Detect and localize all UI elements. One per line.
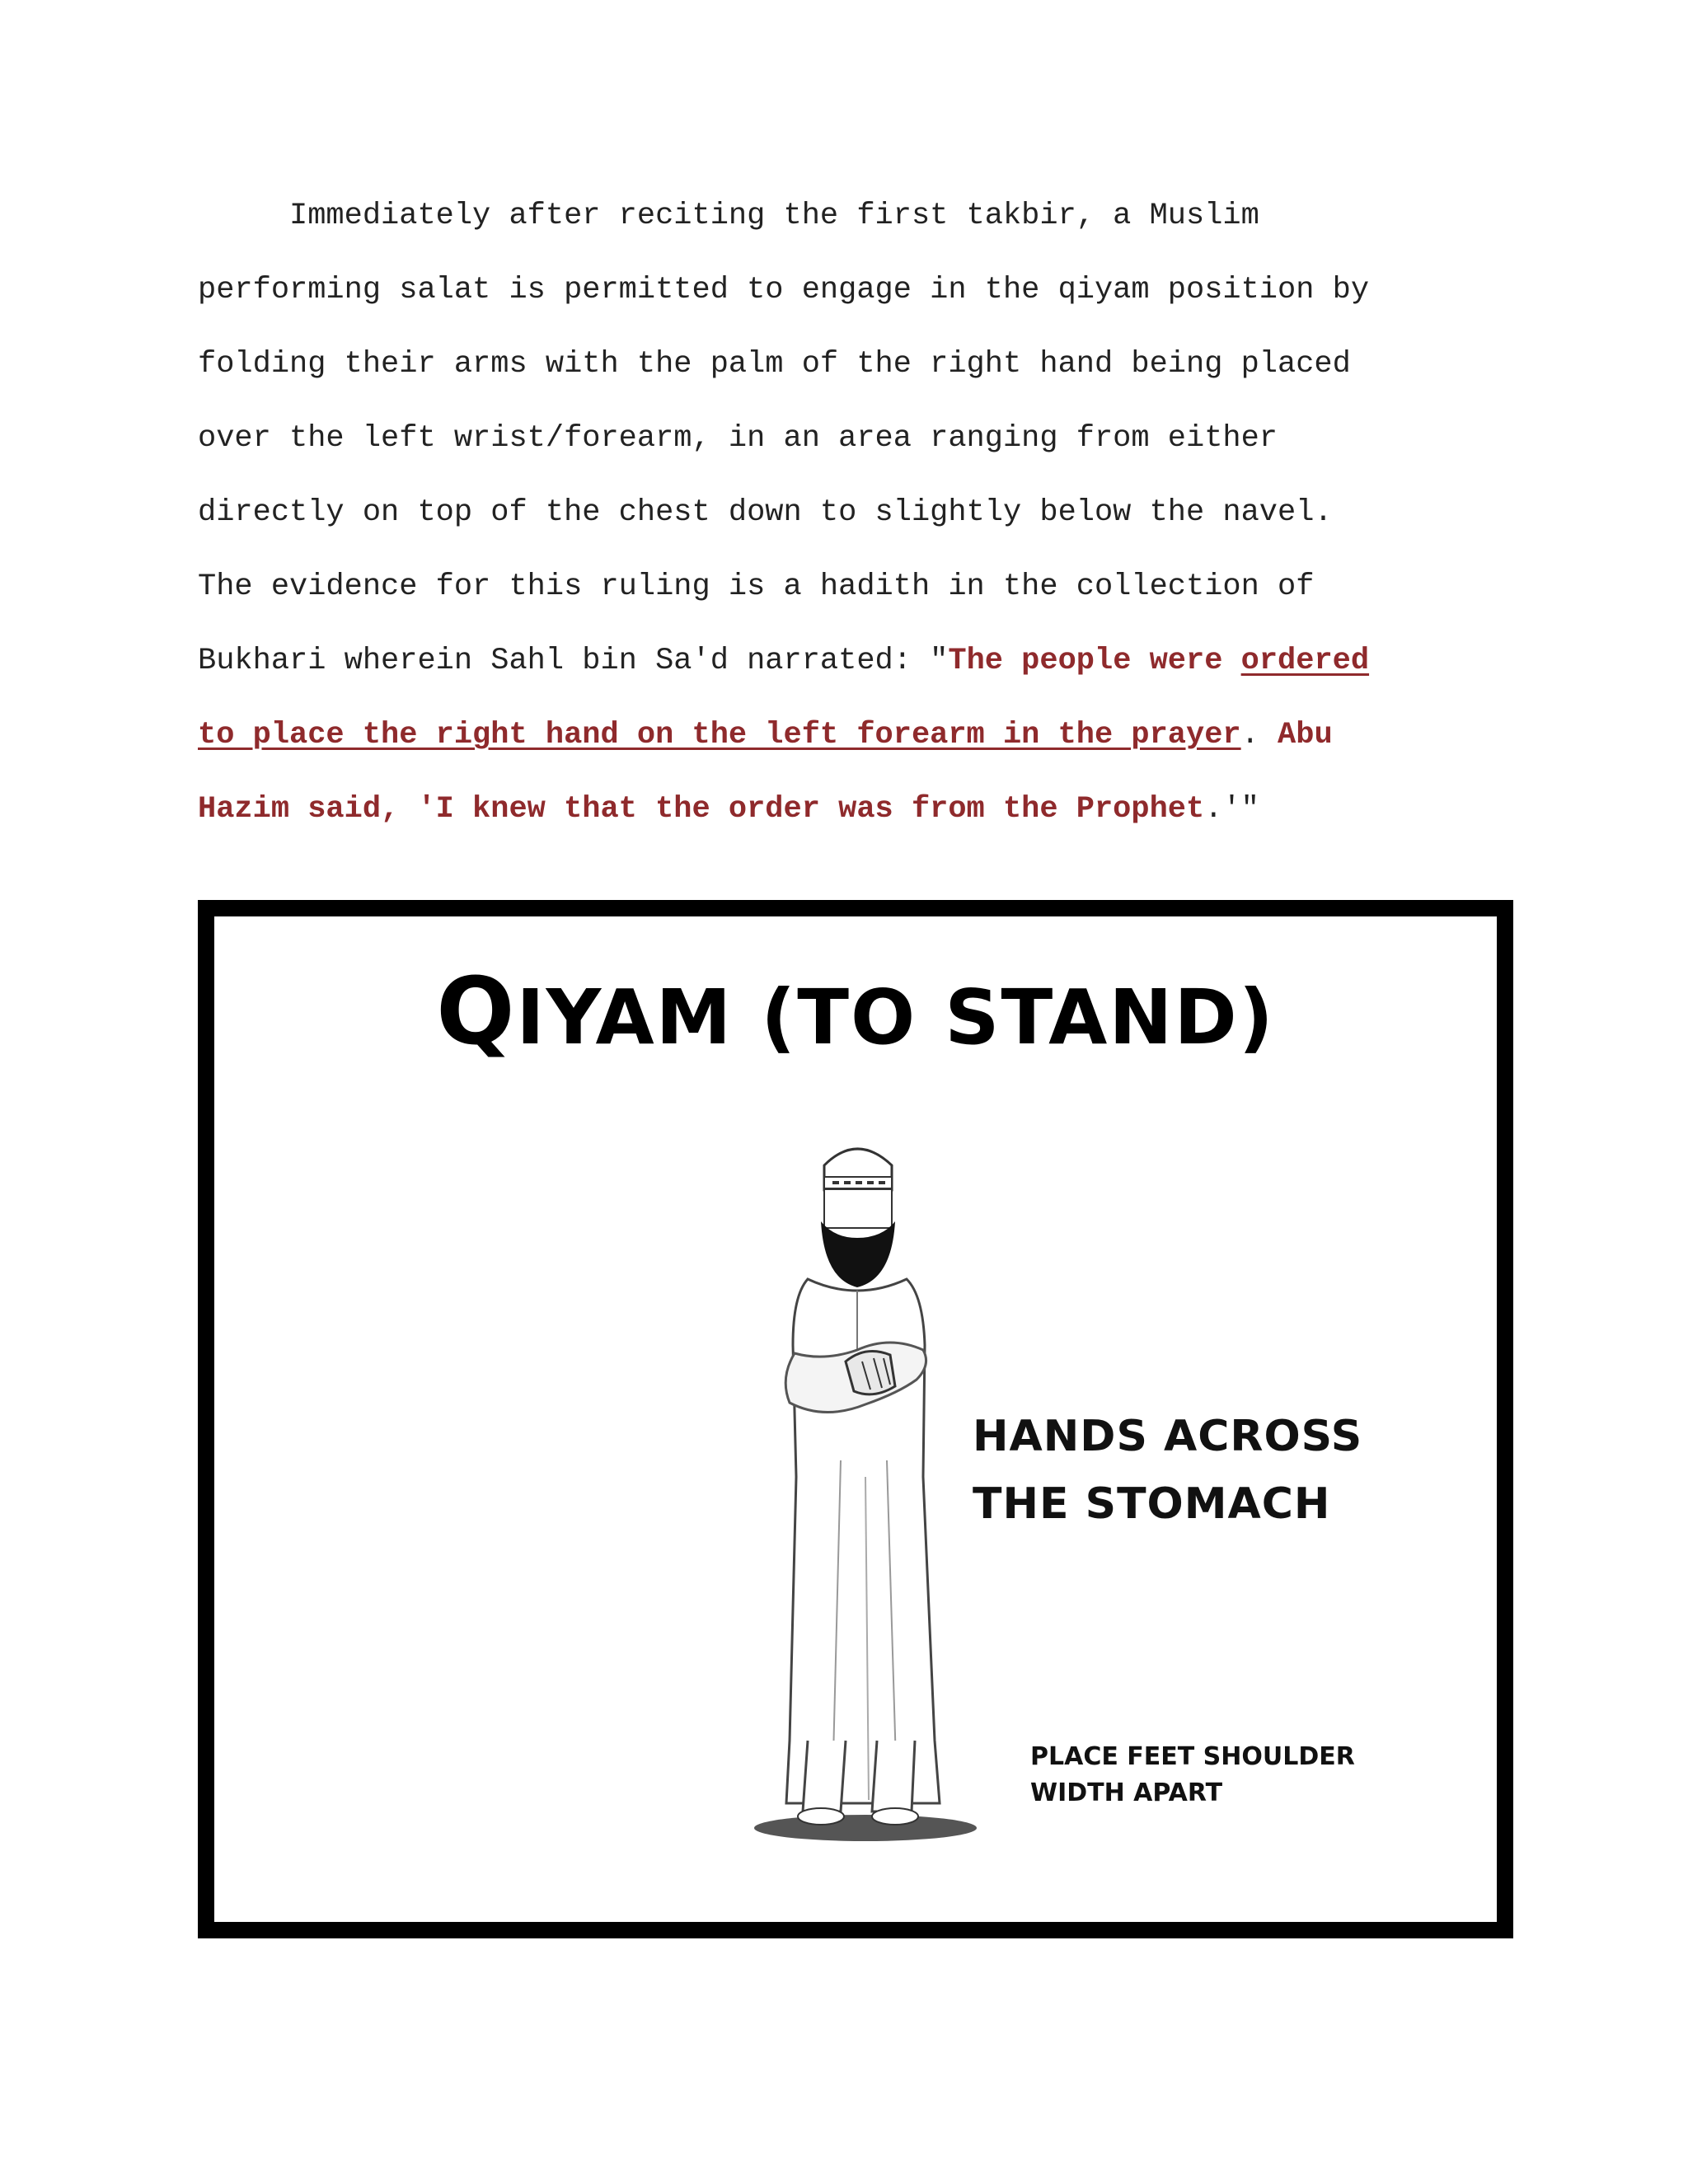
hands-label-line-1: HANDS ACROSS (973, 1412, 1363, 1461)
paragraph-line-1: Immediately after reciting the first takbir, a Muslim (198, 199, 1259, 233)
paragraph-line-8 (198, 709, 1517, 783)
punctuation-text: . (1240, 718, 1278, 752)
standing-man-illustration (701, 1114, 1014, 1856)
hadith-quote-underlined: to place the right hand on the left forearm in the prayer (198, 718, 1241, 752)
paragraph-line-9 (198, 783, 1517, 857)
hands-across-stomach-label (973, 1403, 1362, 1538)
closing-punctuation-text: .'" (1204, 792, 1259, 827)
feet-label-line-1: PLACE FEET SHOULDER (1030, 1742, 1355, 1771)
hadith-quote-text: Hazim said, 'I knew that the order was from the Prophet (198, 792, 1205, 827)
qiyam-figure-frame (198, 900, 1513, 1938)
feet-label-line-2: WIDTH APART (1030, 1779, 1223, 1807)
paragraph-line-5: directly on top of the chest down to slightly below the navel. (198, 495, 1333, 530)
paragraph-line-6: The evidence for this ruling is a hadith in the collection of (198, 569, 1315, 604)
hadith-quote-text: The people were (948, 644, 1241, 678)
figure-title-initial: Q (436, 958, 517, 1066)
figure-title (214, 958, 1497, 1066)
paragraph-line-3: folding their arms with the palm of the right hand being placed (198, 347, 1351, 382)
hadith-quote-text: Abu (1278, 718, 1333, 752)
paragraph-line-4: over the left wrist/forearm, in an area ranging from either (198, 421, 1278, 456)
body-paragraph (198, 190, 1517, 857)
narration-intro-text: Bukhari wherein Sahl bin Sa'd narrated: " (198, 644, 949, 678)
hadith-quote-underlined: ordered (1240, 644, 1370, 678)
paragraph-line-2: performing salat is permitted to engage in the qiyam position by (198, 273, 1370, 307)
paragraph-line-7 (198, 635, 1517, 709)
feet-shoulder-width-label (1030, 1739, 1355, 1811)
figure-title-rest: IYAM (TO STAND) (516, 973, 1275, 1062)
hands-label-line-2: THE STOMACH (973, 1479, 1331, 1529)
